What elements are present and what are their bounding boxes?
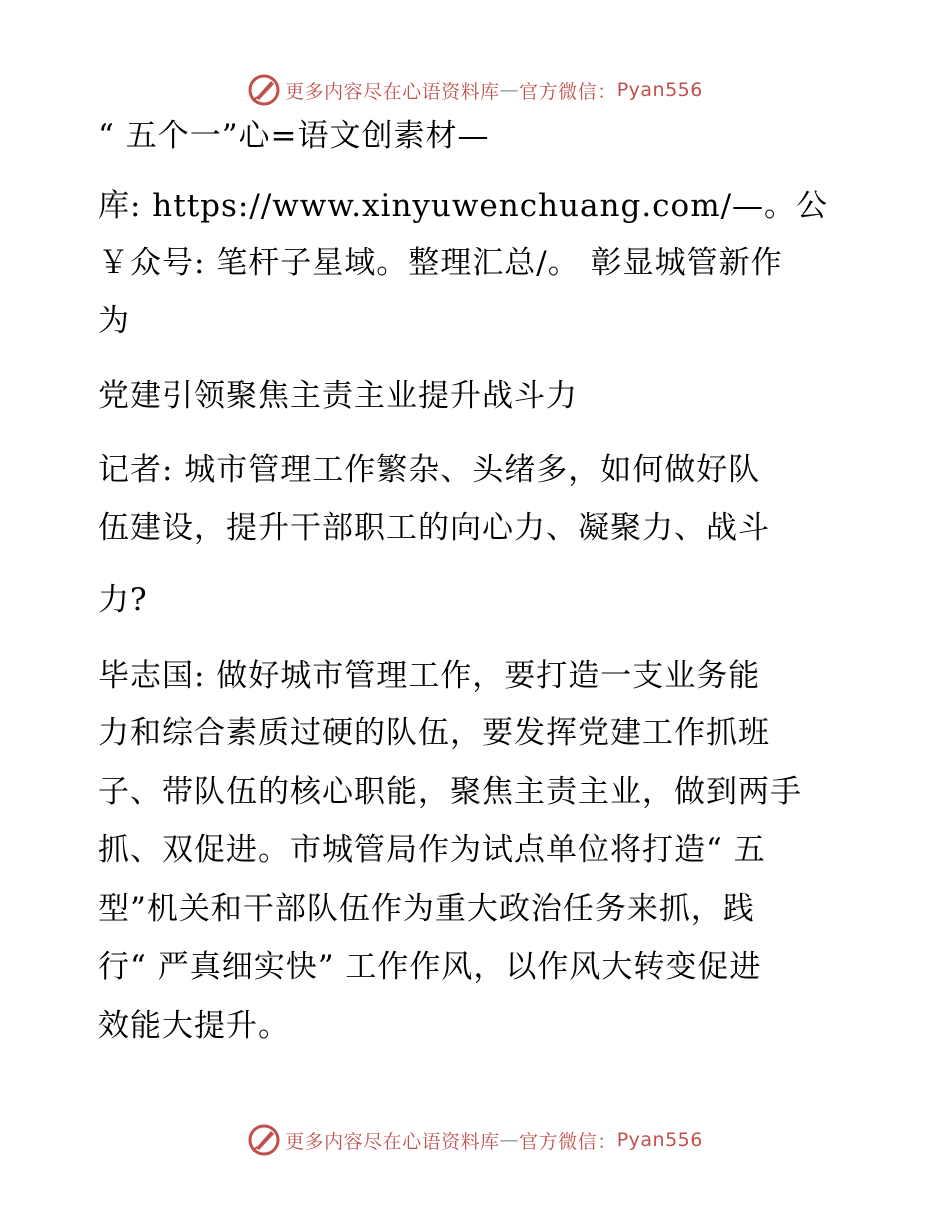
text-line: 力? (98, 582, 148, 618)
text-line: ￥众号: 笔杆子星域。整理汇总/。 彰显城管新作 (98, 245, 783, 281)
text-line: 毕志国: 做好城市管理工作，要打造一支业务能 (98, 658, 761, 694)
text-line: “ 五个一”心=语文创素材— (98, 118, 490, 154)
text-line: 记者: 城市管理工作繁杂、头绪多，如何做好队 (98, 452, 761, 488)
text-line: 为 (98, 303, 130, 339)
banner-site-text: 更多内容尽在心语资料库 (285, 80, 500, 103)
text-line: 库: https://www.xinyuwenchuang.com/—。公 (98, 188, 829, 224)
text-line: 抓、双促进。市城管局作为试点单位将打造“ 五 (98, 832, 766, 868)
banner-account: Pyan556 (616, 79, 703, 101)
text-line: 行“ 严真细实快” 工作作风，以作风大转变促进 (98, 949, 762, 985)
text-line: 伍建设，提升干部职工的向心力、凝聚力、战斗 (98, 510, 770, 546)
header-watermark-banner (0, 70, 950, 110)
banner-wechat-text: 官方微信： (519, 80, 617, 103)
text-line: 力和综合素质过硬的队伍，要发挥党建工作抓班 (98, 715, 770, 751)
text-line: 型”机关和干部队伍作为重大政治任务来抓，践 (98, 891, 755, 927)
section-heading: 党建引领聚焦主责主业提升战斗力 (98, 378, 578, 414)
banner-dash: — (499, 79, 520, 101)
banner-dash: — (499, 1129, 520, 1151)
text-line: 子、带队伍的核心职能，聚焦主责主业，做到两手 (98, 774, 802, 810)
banner-site-text: 更多内容尽在心语资料库 (285, 1130, 500, 1153)
quill-logo-icon (247, 73, 281, 107)
footer-watermark-banner (0, 1120, 950, 1160)
banner-account: Pyan556 (616, 1129, 703, 1151)
text-line: 效能大提升。 (98, 1008, 290, 1044)
quill-logo-icon (247, 1123, 281, 1157)
banner-wechat-text: 官方微信： (519, 1130, 617, 1153)
